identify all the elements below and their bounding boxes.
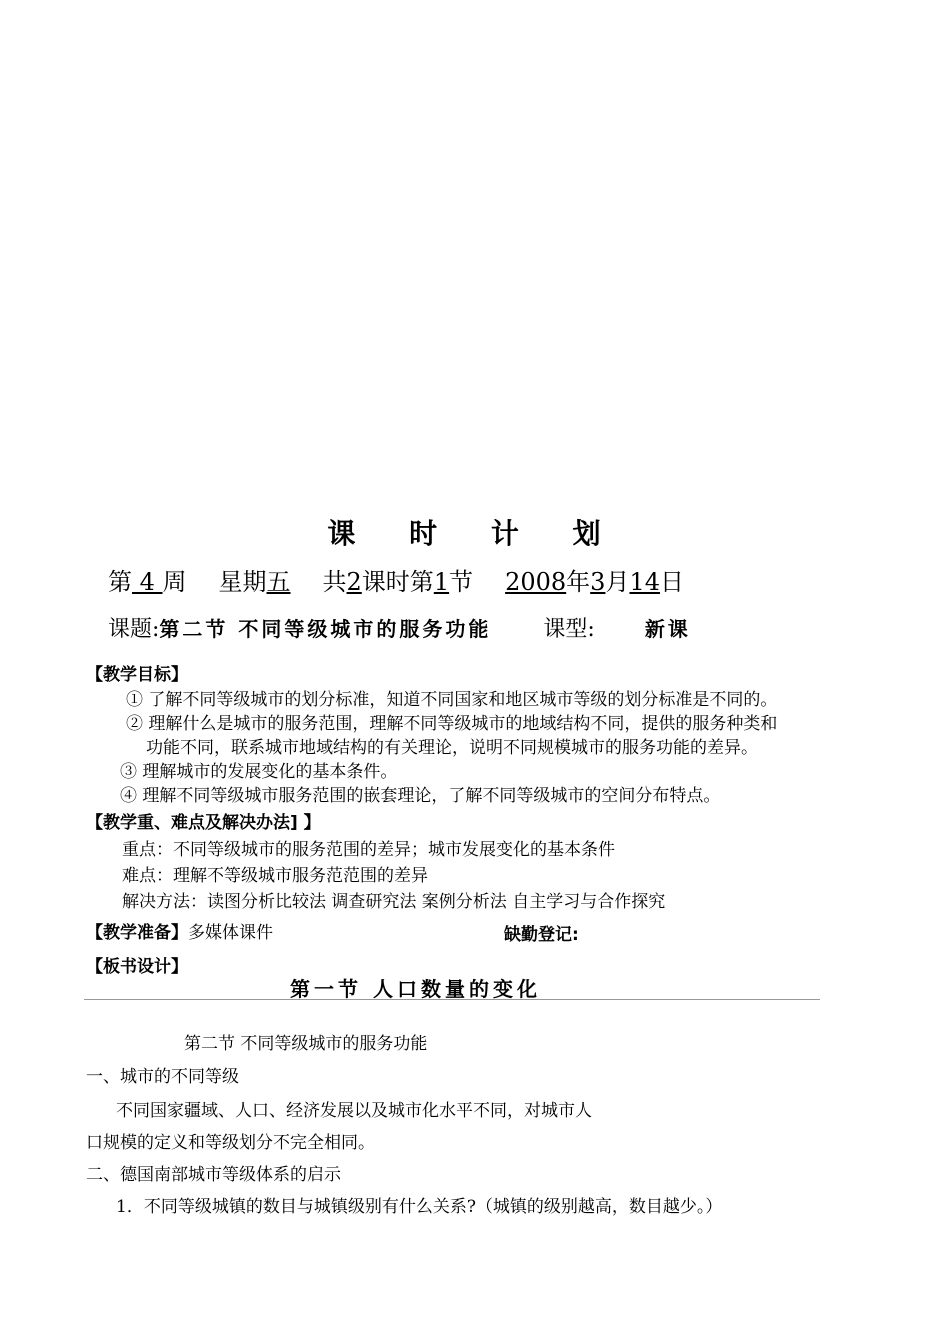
absence-label: 缺勤登记: (504, 925, 579, 945)
year-value: 2008 (505, 568, 567, 596)
content-paragraph-line-1: 不同国家疆域、人口、经济发展以及城市化水平不同，对城市人 (116, 1101, 592, 1121)
day-suffix: 日 (660, 568, 684, 596)
lesson-value: 1 (433, 568, 450, 596)
keypoint-focus: 重点：不同等级城市的服务范围的差异；城市发展变化的基本条件 (122, 840, 615, 860)
keypoint-methods: 解决方法：读图分析比较法 调查研究法 案例分析法 自主学习与合作探究 (122, 892, 666, 912)
total-value: 2 (346, 568, 362, 596)
divider-line (84, 999, 820, 1000)
prep-value: 多媒体课件 (188, 923, 273, 943)
week-value: 4 (132, 568, 163, 596)
week-suffix: 周 (162, 568, 187, 596)
content-part-1: 一、城市的不同等级 (86, 1067, 239, 1087)
objective-item-3: ③ 理解城市的发展变化的基本条件。 (120, 762, 398, 782)
keypoint-difficulty: 难点：理解不等级城市服务范范围的差异 (122, 866, 428, 886)
keypoints-header: 【教学重、难点及解决办法] 】 (86, 813, 321, 833)
weekday-prefix: 星期 (218, 568, 267, 596)
year-suffix: 年 (566, 568, 591, 596)
objectives-header: 【教学目标】 (86, 665, 188, 685)
lesson-type-label: 课型: (543, 617, 595, 642)
objective-item-2-cont: 功能不同，联系城市地域结构的有关理论，说明不同规模城市的服务功能的差异。 (146, 738, 758, 758)
weekday-value: 五 (266, 568, 291, 596)
prep-header: 【教学准备】 (86, 923, 188, 943)
week-prefix: 第 (108, 568, 132, 596)
topic-label: 课题: (108, 617, 160, 642)
content-paragraph-line-2: 口规模的定义和等级划分不完全相同。 (86, 1133, 375, 1153)
schedule-line (108, 562, 684, 597)
page-title: 课 时 计 划 (327, 517, 623, 550)
board-title: 第一节 人口数量的变化 (290, 977, 541, 1001)
content-part-2: 二、德国南部城市等级体系的启示 (86, 1165, 341, 1185)
objective-item-2: ② 理解什么是城市的服务范围，理解不同等级城市的地域结构不同，提供的服务种类和 (126, 714, 778, 734)
objective-item-1: ① 了解不同等级城市的划分标准，知道不同国家和地区城市等级的划分标准是不同的。 (126, 690, 778, 710)
total-prefix: 共 (322, 568, 347, 596)
topic-value: 第二节 不同等级城市的服务功能 (159, 617, 492, 641)
lesson-suffix: 节 (449, 568, 474, 596)
day-value: 14 (629, 568, 660, 596)
month-value: 3 (590, 568, 606, 596)
board-header: 【板书设计】 (86, 957, 188, 977)
prep-line (86, 918, 273, 943)
lesson-type-value: 新课 (644, 617, 691, 641)
total-mid: 课时第 (361, 568, 434, 596)
topic-line (108, 612, 691, 643)
month-suffix: 月 (605, 568, 630, 596)
objective-item-4: ④ 理解不同等级城市服务范围的嵌套理论，了解不同等级城市的空间分布特点。 (120, 786, 721, 806)
content-question-1: 1．不同等级城镇的数目与城镇级别有什么关系?（城镇的级别越高，数目越少。） (116, 1197, 723, 1217)
content-section-title: 第二节 不同等级城市的服务功能 (184, 1034, 428, 1054)
